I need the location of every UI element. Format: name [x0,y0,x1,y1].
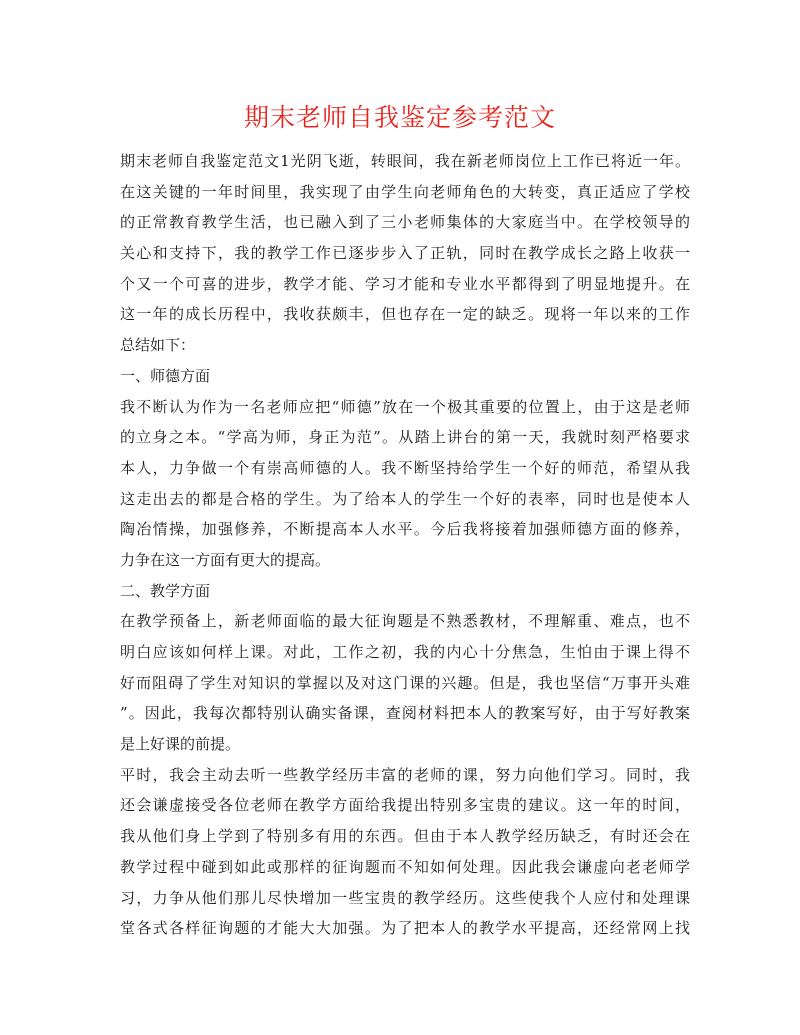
body-line: 我不断认为作为一名老师应把“师德”放在一个极其重要的位置上，由于这是老师 [120,397,690,416]
body-line: 还会谦虚接受各位老师在教学方面给我提出特别多宝贵的建议。这一年的时间， [120,796,690,815]
body-line: 这走出去的都是合格的学生。为了给本人的学生一个好的表率，同时也是使本人 [120,489,690,508]
body-line: 个又一个可喜的进步，教学才能、学习才能和专业水平都得到了明显地提升。在 [120,274,690,293]
body-line: 堂各式各样征询题的才能大大加强。为了把本人的教学水平提高，还经常网上找 [120,919,690,938]
body-line: 这一年的成长历程中，我收获颇丰，但也存在一定的缺乏。现将一年以来的工作 [120,305,690,324]
body-line: 教学过程中碰到如此或那样的征询题而不知如何处理。因此我会谦虚向老老师学 [120,857,690,876]
body-line: 是上好课的前提。 [120,735,241,754]
body-line: 习，力争从他们那儿尽快增加一些宝贵的教学经历。这些使我个人应付和处理课 [120,888,690,907]
body-line: 陶冶情操，加强修养，不断提高本人水平。今后我将接着加强师德方面的修养， [120,520,690,539]
body-line: 期末老师自我鉴定范文1光阴飞逝，转眼间，我在新老师岗位上工作已将近一年。 [120,152,690,170]
body-line: 力争在这一方面有更大的提高。 [120,550,331,569]
body-line: 在教学预备上，新老师面临的最大征询题是不熟悉教材，不理解重、难点，也不 [120,612,690,631]
body-line: 总结如下： [120,336,196,355]
body-line: 关心和支持下，我的教学工作已逐步步入了正轨，同时在教学成长之路上收获一 [120,244,690,263]
body-line: ”。因此，我每次都特别认确实备课，查阅材料把本人的教案写好，由于写好教案 [120,704,690,723]
body-line: 明白应该如何样上课。对此，工作之初，我的内心十分焦急，生怕由于课上得不 [120,643,690,661]
body-line: 一、师德方面 [120,366,211,385]
body-line: 我从他们身上学到了特别多有用的东西。但由于本人教学经历缺乏，有时还会在 [120,827,690,846]
body-line: 的立身之本。“学高为师，身正为范”。从踏上讲台的第一天，我就时刻严格要求 [120,428,690,447]
body-line: 好而阻碍了学生对知识的掌握以及对这门课的兴趣。但是，我也坚信“万事开头难 [120,673,690,692]
body-line: 二、教学方面 [120,581,211,600]
body-line: 本人，力争做一个有崇高师德的人。我不断坚持给学生一个好的师范，希望从我 [120,458,690,477]
body-line: 平时，我会主动去听一些教学经历丰富的老师的课，努力向他们学习。同时，我 [120,765,690,784]
document-title: 期末老师自我鉴定参考范文 [243,103,556,132]
body-line: 在这关键的一年时间里，我实现了由学生向老师角色的大转变，真正适应了学校 [120,182,690,201]
body-line: 的正常教育教学生活，也已融入到了三小老师集体的大家庭当中。在学校领导的 [120,213,690,232]
document-body [120,146,690,944]
